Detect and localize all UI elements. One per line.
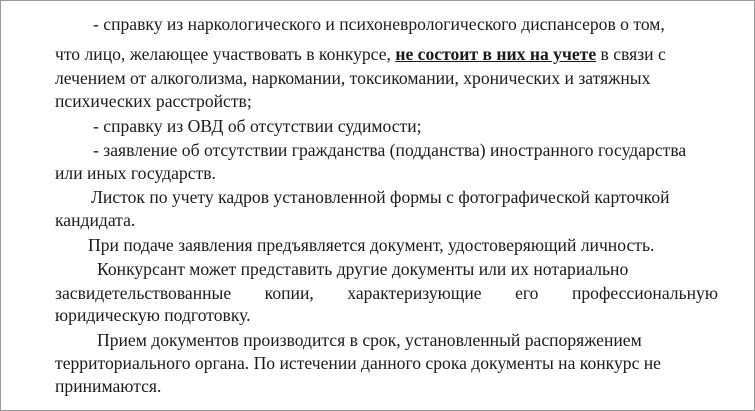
p7-line3-text: принимаются. xyxy=(55,376,162,396)
p7-line1 xyxy=(97,330,642,350)
p6-line3-text: юридическую подготовку. xyxy=(55,305,251,325)
p3-line1 xyxy=(93,140,686,160)
p1-line4-text: психических расстройств; xyxy=(55,91,252,111)
p4-line1 xyxy=(91,187,670,207)
p7-line1-text: Прием документов производится в срок, установленный распоряжением xyxy=(97,330,642,350)
p1-line3 xyxy=(55,68,650,88)
p4-line2-text: кандидата. xyxy=(55,210,136,230)
p7-line3 xyxy=(55,376,161,396)
p6-line2-word: его xyxy=(515,283,539,303)
p3-line1-text: - заявление об отсутствии гражданства (подданства) иностранного государства xyxy=(93,140,687,160)
p1-line2-text-after: в связи с xyxy=(600,44,666,64)
p1-line1 xyxy=(93,14,723,34)
p1-emphasis-text: не состоит в них на учете xyxy=(395,44,597,64)
p4-line1-text: Листок по учету кадров установленной формы с фотографической карточкой xyxy=(91,187,670,207)
p3-line2-text: или иных государств. xyxy=(55,163,216,183)
p4-line2 xyxy=(55,210,135,230)
p7-line2 xyxy=(55,353,661,373)
p1-line4 xyxy=(55,91,252,111)
p6-line2-word: засвидетельствованные xyxy=(55,283,232,303)
p6-line2-word: характеризующие xyxy=(347,283,482,303)
p6-line2-word: копии, xyxy=(264,283,314,303)
p6-line2-word: профессиональную xyxy=(571,283,718,303)
p6-line3 xyxy=(55,305,251,325)
p1-line3-text: лечением от алкоголизма, наркомании, токсикомании, хронических и затяжных xyxy=(55,68,651,88)
p2-line1 xyxy=(93,116,422,136)
p3-line2 xyxy=(55,163,216,183)
p7-line2-text: территориального органа. По истечении данного срока документы на конкурс не xyxy=(55,353,661,373)
p6-line1 xyxy=(97,259,628,279)
p1-line1-text: - справку из наркологического и психоневрологического диспансеров о том, xyxy=(93,14,665,34)
p6-line1-text: Конкурсант может представить другие документы или их нотариально xyxy=(97,259,629,279)
p1-line2 xyxy=(55,44,666,64)
p2-line1-text: - справку из ОВД об отсутствии судимости; xyxy=(93,116,422,136)
p6-line2 xyxy=(55,283,718,303)
p1-line2-text-before: что лицо, желающее участвовать в конкурсе, xyxy=(55,44,391,64)
p5-line1 xyxy=(88,235,654,255)
p5-line1-text: При подаче заявления предъявляется документ, удостоверяющий личность. xyxy=(88,235,655,255)
